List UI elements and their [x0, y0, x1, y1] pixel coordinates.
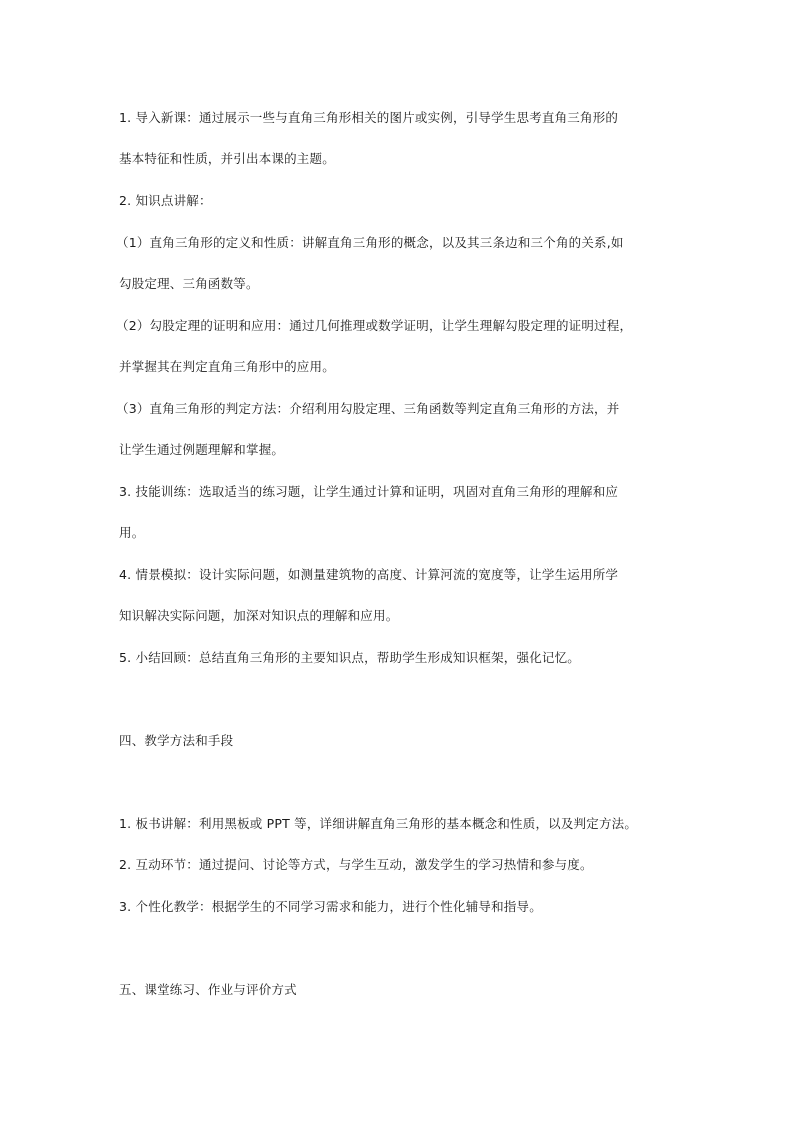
paragraph-line: 并掌握其在判定直角三角形中的应用。 — [119, 359, 335, 374]
paragraph-line: （3）直角三角形的判定方法：介绍利用勾股定理、三角函数等判定直角三角形的方法，并 — [116, 401, 620, 416]
paragraph-line: 勾股定理、三角函数等。 — [119, 276, 259, 291]
paragraph-line: 1. 板书讲解：利用黑板或 PPT 等，详细讲解直角三角形的基本概念和性质，以及判定方法。 — [119, 816, 638, 831]
paragraph-line: 3. 个性化教学：根据学生的不同学习需求和能力，进行个性化辅导和指导。 — [119, 899, 542, 914]
section-heading: 四、教学方法和手段 — [119, 733, 234, 748]
paragraph-line: （1）直角三角形的定义和性质：讲解直角三角形的概念，以及其三条边和三个角的关系,如 — [116, 235, 624, 250]
paragraph-line: 基本特征和性质，并引出本课的主题。 — [119, 151, 335, 166]
paragraph-line: 2. 知识点讲解： — [119, 193, 212, 208]
paragraph-line: 1. 导入新课：通过展示一些与直角三角形相关的图片或实例，引导学生思考直角三角形的 — [119, 110, 619, 125]
section-heading: 五、课堂练习、作业与评价方式 — [119, 982, 297, 997]
paragraph-line: 5. 小结回顾：总结直角三角形的主要知识点，帮助学生形成知识框架，强化记忆。 — [119, 650, 581, 665]
paragraph-line: 4. 情景模拟：设计实际问题，如测量建筑物的高度、计算河流的宽度等，让学生运用所学 — [119, 567, 619, 582]
paragraph-line: 让学生通过例题理解和掌握。 — [119, 442, 285, 457]
paragraph-line: （2）勾股定理的证明和应用：通过几何推理或数学证明，让学生理解勾股定理的证明过程， — [116, 318, 633, 333]
paragraph-line: 知识解决实际问题，加深对知识点的理解和应用。 — [119, 608, 399, 623]
paragraph-line: 2. 互动环节：通过提问、讨论等方式，与学生互动，激发学生的学习热情和参与度。 — [119, 857, 593, 872]
paragraph-line: 3. 技能训练：选取适当的练习题，让学生通过计算和证明，巩固对直角三角形的理解和应 — [119, 484, 619, 499]
paragraph-line: 用。 — [119, 525, 145, 540]
